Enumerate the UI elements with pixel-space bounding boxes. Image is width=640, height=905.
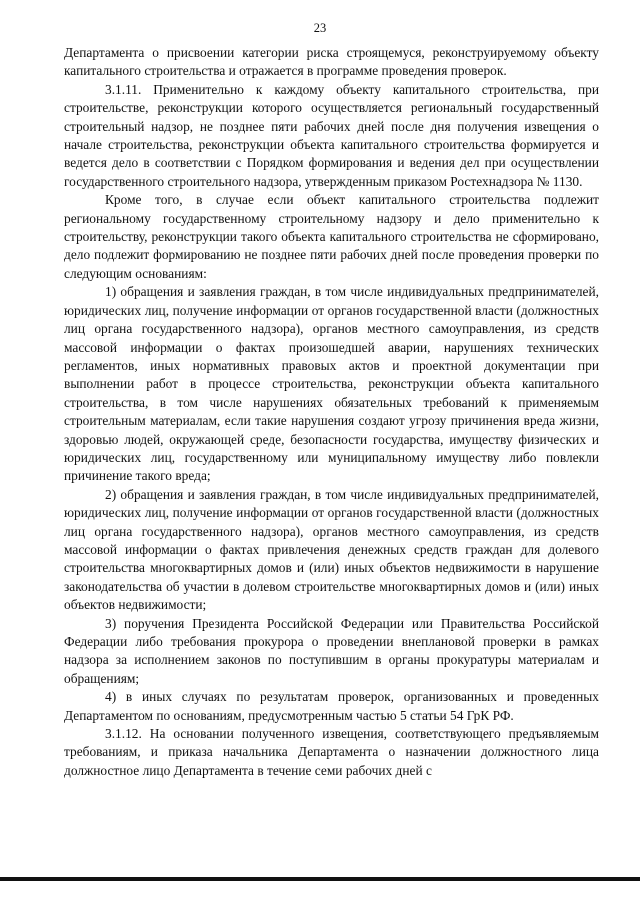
paragraph-3-1-12: 3.1.12. На основании полученного извещения, соответствующего предъявляемым требованиям, и приказа начальника Департамента о назначении должностного лица должностное лицо Департамента в течение семи рабочих дней с: [64, 726, 599, 778]
scan-edge-divider: [0, 877, 640, 881]
document-body: [64, 44, 599, 780]
list-item-3: 3) поручения Президента Российской Федерации или Правительства Российской Федерации либо требования прокурора о проведении внеплановой проверки в рамках надзора за исполнением законов по поступившим в органы прокуратуры материалам и обращениям;: [64, 615, 599, 686]
list-item-2: 2) обращения и заявления граждан, в том числе индивидуальных предпринимателей, юридических лиц, получение информации от органов государственной власти (должностных лиц органа государственного надзора), органов местного самоуправления, из средств массовой информации о фактах привлечения денежных средств граждан для долевого строительства многоквартирных домов и (или) иных объектов недвижимости в нарушение законодательства об участии в долевом строительстве многоквартирных домов и (или) иных объектов недвижимости;: [64, 486, 599, 613]
page-number: 23: [313, 21, 327, 35]
paragraph-continued: Департамента о присвоении категории риска строящемуся, реконструируемому объекту капитального строительства и отражается в программе проведения проверок.: [64, 45, 599, 79]
list-item-4: 4) в иных случаях по результатам проверок, организованных и проведенных Департаментом по основаниям, предусмотренным частью 5 статьи 54 ГрК РФ.: [64, 689, 599, 723]
list-item-1: 1) обращения и заявления граждан, в том числе индивидуальных предпринимателей, юридических лиц, получение информации от органов государственной власти (должностных лиц органа государственного надзора), органов местного самоуправления, из средств массовой информации о фактах произошедшей аварии, нарушениях технических регламентов, иных нормативных правовых актов и проектной документации при выполнении работ в процессе строительства, реконструкции объекта капитального строительства, в том числе нарушениях обязательных требований к применяемым строительным материалам, если такие нарушения создают угрозу причинения вреда жизни, здоровью людей, окружающей среде, безопасности государства, имуществу физических и юридических лиц, государственному или муниципальному имуществу либо повлекли причинение такого вреда;: [64, 284, 599, 484]
paragraph-additionally: Кроме того, в случае если объект капитального строительства подлежит региональному государственному строительному надзору и дело применительно к строительству, реконструкции такого объекта капитального строительства не сформировано, дело подлежит формированию не позднее пяти рабочих дней после проведения проверки по следующим основаниям:: [64, 192, 599, 281]
paragraph-3-1-11: 3.1.11. Применительно к каждому объекту капитального строительства, при строительстве, реконструкции которого осуществляется региональный государственный строительный надзор, не позднее пяти рабочих дней после дня получения извещения о начале строительства, реконструкции объекта капитального строительства формируется и ведется дело в соответствии с Порядком формирования и ведения дел при осуществлении государственного строительного надзора, утвержденным приказом Ростехнадзора № 1130.: [64, 81, 599, 189]
